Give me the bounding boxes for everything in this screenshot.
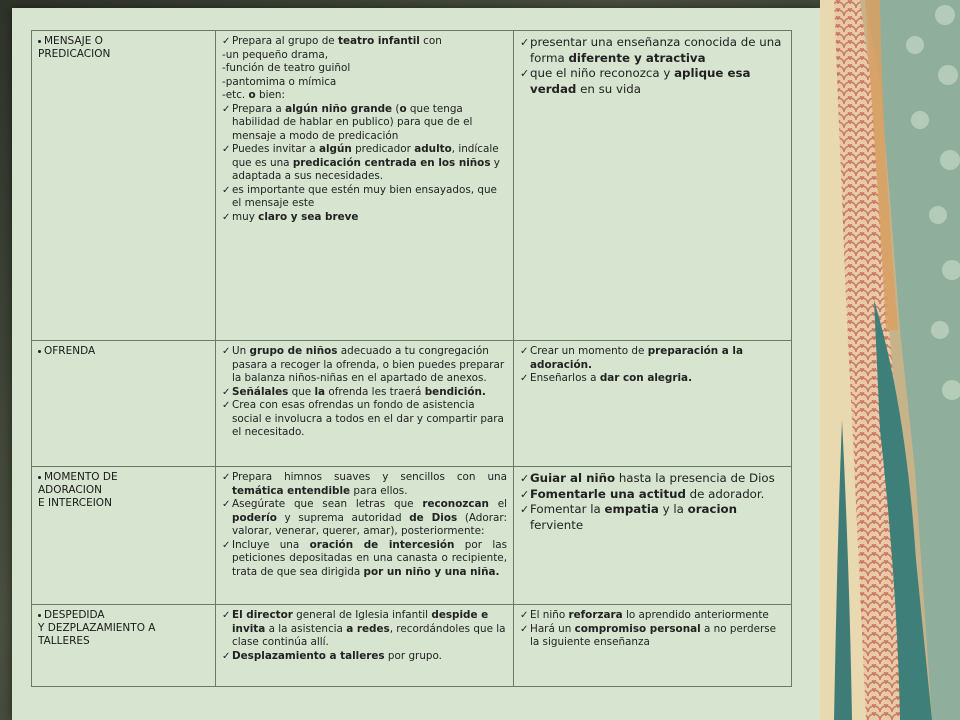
bold-text: diferente y atractiva bbox=[568, 50, 706, 65]
bullet-icon bbox=[38, 476, 41, 479]
bold-text: El director bbox=[232, 609, 293, 621]
bold-text: dar con alegria. bbox=[599, 372, 693, 384]
bold-text: despide e invita bbox=[232, 609, 489, 635]
text-segment: para ellos. bbox=[350, 484, 408, 497]
text-segment: con bbox=[419, 35, 442, 47]
bold-text: teatro infantil bbox=[337, 35, 420, 47]
text-segment: Hará un bbox=[530, 622, 575, 635]
text-segment: adecuado a tu congregación pasara a recoger la ofrenda, o bien puedes preparar la balanza niños-niñas en el apartado de anexos. bbox=[232, 345, 505, 384]
text-segment: Prepara al grupo de bbox=[232, 35, 338, 47]
section-label bbox=[38, 471, 209, 510]
bold-text: preparación a la adoración. bbox=[530, 345, 743, 371]
bold-text: Señálales bbox=[232, 385, 289, 398]
list-item bbox=[222, 471, 507, 498]
text-segment: -un pequeño drama, bbox=[222, 48, 329, 61]
activity-cell bbox=[216, 31, 514, 341]
text-segment: -pantomima o mímica bbox=[222, 75, 337, 88]
text-segment: de adorador. bbox=[685, 486, 765, 501]
text-segment: Crear un momento de bbox=[530, 345, 648, 357]
section-label-text: ADORACION bbox=[38, 484, 102, 496]
objective-cell bbox=[514, 341, 792, 467]
content-table bbox=[31, 30, 792, 687]
text-segment: a la asistencia bbox=[265, 622, 347, 635]
decorative-art bbox=[820, 0, 960, 720]
section-label-text: OFRENDA bbox=[44, 345, 96, 357]
list-item bbox=[222, 143, 507, 184]
text-segment: y suprema autoridad bbox=[276, 511, 410, 524]
text-segment: y la bbox=[658, 502, 688, 516]
section-label-cell bbox=[32, 341, 216, 467]
list-item bbox=[222, 62, 507, 76]
section-label-text: MENSAJE O bbox=[44, 35, 103, 47]
text-segment: por las peticiones depositadas en una canasta o recipiente, trata de que sea dirigida bbox=[232, 538, 507, 578]
list-item bbox=[222, 539, 507, 580]
list-item bbox=[222, 103, 507, 144]
table-row bbox=[32, 31, 792, 341]
list-item bbox=[520, 372, 785, 386]
section-label-line bbox=[38, 609, 209, 622]
list-item bbox=[222, 211, 507, 225]
text-segment: Incluye una bbox=[232, 538, 310, 551]
bold-text: compromiso personal bbox=[574, 622, 701, 635]
list-item bbox=[222, 76, 507, 90]
section-label-line bbox=[38, 345, 209, 358]
bold-text: o bbox=[248, 89, 256, 101]
list-item bbox=[520, 471, 785, 487]
list-item bbox=[222, 399, 507, 440]
section-label bbox=[38, 345, 209, 358]
section-label-line bbox=[38, 484, 209, 497]
bold-text: Desplazamiento a talleres bbox=[232, 649, 385, 662]
text-segment: Asegúrate que sean letras que bbox=[232, 498, 423, 510]
list-item bbox=[520, 35, 785, 66]
section-label-text: TALLERES bbox=[38, 635, 90, 647]
section-label-text: E INTERCEION bbox=[38, 497, 112, 509]
text-segment: Un bbox=[232, 345, 250, 357]
table-row bbox=[32, 341, 792, 467]
decorative-side-panel bbox=[820, 0, 960, 720]
text-segment: bien: bbox=[255, 89, 285, 101]
section-label-text: DESPEDIDA bbox=[44, 609, 105, 621]
text-segment: Prepara a bbox=[232, 102, 286, 115]
list-item bbox=[222, 184, 507, 211]
text-segment: (Adorar: valorar, venerar, querer, amar), posteriormente: bbox=[232, 511, 507, 537]
bold-text: la bbox=[314, 385, 326, 398]
objective-cell bbox=[514, 31, 792, 341]
text-segment: -etc. bbox=[222, 89, 249, 101]
list-item bbox=[520, 66, 785, 97]
bold-text: a redes bbox=[346, 622, 390, 635]
text-segment: lo aprendido anteriormente bbox=[622, 609, 769, 621]
bold-text: Guiar al niño bbox=[530, 471, 616, 485]
section-label-cell bbox=[32, 605, 216, 687]
list-item bbox=[222, 89, 507, 103]
section-label-line bbox=[38, 497, 209, 510]
bold-text: adulto bbox=[414, 143, 452, 155]
list-item bbox=[222, 35, 507, 49]
text-segment: muy bbox=[232, 210, 259, 223]
bullet-icon bbox=[38, 614, 41, 617]
bold-text: bendición. bbox=[424, 385, 486, 398]
text-segment: Prepara himnos suaves y sencillos con una bbox=[232, 471, 507, 483]
section-label-text: PREDICACION bbox=[38, 48, 111, 60]
list-item bbox=[222, 650, 507, 664]
section-label-cell bbox=[32, 31, 216, 341]
section-label-text: Y DEZPLAZAMIENTO A bbox=[38, 622, 156, 634]
list-item bbox=[520, 487, 785, 503]
list-item bbox=[222, 609, 507, 650]
section-label-text: MOMENTO DE bbox=[44, 471, 118, 483]
list-item bbox=[222, 345, 507, 386]
bold-text: algún niño grande bbox=[285, 102, 393, 115]
text-segment: presentar una enseñanza conocida de una forma bbox=[530, 35, 782, 65]
text-segment: y adaptada a sus necesidades. bbox=[232, 156, 500, 182]
section-label-line bbox=[38, 622, 209, 635]
text-segment: Crea con esas ofrendas un fondo de asistencia social e involucra a todos en el dar y compartir para el necesitado. bbox=[232, 399, 504, 438]
text-segment: ferviente bbox=[530, 517, 584, 532]
section-label bbox=[38, 609, 209, 648]
section-label-line bbox=[38, 48, 209, 61]
text-segment: a no perderse la siguiente enseñanza bbox=[530, 622, 777, 648]
section-label-line bbox=[38, 635, 209, 648]
list-item bbox=[520, 345, 785, 372]
bullet-icon bbox=[38, 350, 41, 353]
bold-text: grupo de niños bbox=[249, 345, 338, 357]
bold-text: claro y sea breve bbox=[258, 210, 359, 223]
objective-cell bbox=[514, 605, 792, 687]
text-segment: es importante que estén muy bien ensayados, que el mensaje este bbox=[232, 183, 497, 209]
bold-text: Fomentarle una actitud bbox=[530, 486, 686, 501]
bold-text: por un niño y una niña. bbox=[363, 565, 500, 578]
list-item bbox=[520, 502, 785, 533]
bold-text: reconozcan bbox=[422, 498, 489, 510]
bold-text: de Dios bbox=[409, 511, 458, 524]
text-segment: el bbox=[488, 498, 507, 510]
text-segment: ofrenda les traerá bbox=[325, 385, 425, 398]
list-item bbox=[520, 623, 785, 650]
section-label-line bbox=[38, 471, 209, 484]
text-segment: que bbox=[288, 385, 315, 398]
activity-cell bbox=[216, 605, 514, 687]
table-row bbox=[32, 467, 792, 605]
text-segment: Puedes invitar a bbox=[232, 143, 319, 155]
text-segment: predicador bbox=[351, 143, 415, 155]
text-segment: Enseñarlos a bbox=[530, 372, 600, 384]
bold-text: oracion bbox=[687, 502, 738, 516]
section-label-line bbox=[38, 35, 209, 48]
section-label-cell bbox=[32, 467, 216, 605]
text-segment: -función de teatro guiñol bbox=[222, 62, 351, 74]
text-segment: por grupo. bbox=[384, 649, 442, 662]
activity-cell bbox=[216, 341, 514, 467]
text-segment: ( bbox=[392, 102, 400, 115]
bold-text: algún bbox=[318, 143, 352, 155]
list-item bbox=[222, 49, 507, 63]
bullet-icon bbox=[38, 40, 41, 43]
text-segment: general de Iglesia infantil bbox=[292, 609, 432, 621]
text-segment: , indícale que es una bbox=[232, 143, 499, 169]
text-segment: en su vida bbox=[576, 81, 641, 96]
text-segment: que el niño reconozca y bbox=[530, 66, 675, 80]
table-body bbox=[32, 31, 792, 687]
list-item bbox=[222, 386, 507, 400]
activity-cell bbox=[216, 467, 514, 605]
list-item bbox=[520, 609, 785, 623]
list-item bbox=[222, 498, 507, 539]
text-segment: que tenga habilidad de hablar en publico) para que de el mensaje a modo de predicación bbox=[232, 102, 473, 142]
section-label bbox=[38, 35, 209, 61]
objective-cell bbox=[514, 467, 792, 605]
bold-text: oración de intercesión bbox=[309, 538, 455, 551]
text-segment: Fomentar la bbox=[530, 502, 605, 516]
table-row bbox=[32, 605, 792, 687]
bold-text: temática entendible bbox=[232, 484, 351, 497]
bold-text: empatia bbox=[604, 502, 659, 516]
text-segment: El niño bbox=[530, 609, 569, 621]
bold-text: predicación centrada en los niños bbox=[292, 156, 491, 169]
text-segment: , recordándoles que la clase continúa allí. bbox=[232, 622, 506, 648]
bold-text: o bbox=[399, 102, 407, 115]
bold-text: aplique esa verdad bbox=[530, 66, 751, 96]
bold-text: poderío bbox=[232, 511, 277, 524]
text-segment: hasta la presencia de Dios bbox=[615, 471, 775, 485]
bold-text: reforzara bbox=[568, 609, 623, 621]
